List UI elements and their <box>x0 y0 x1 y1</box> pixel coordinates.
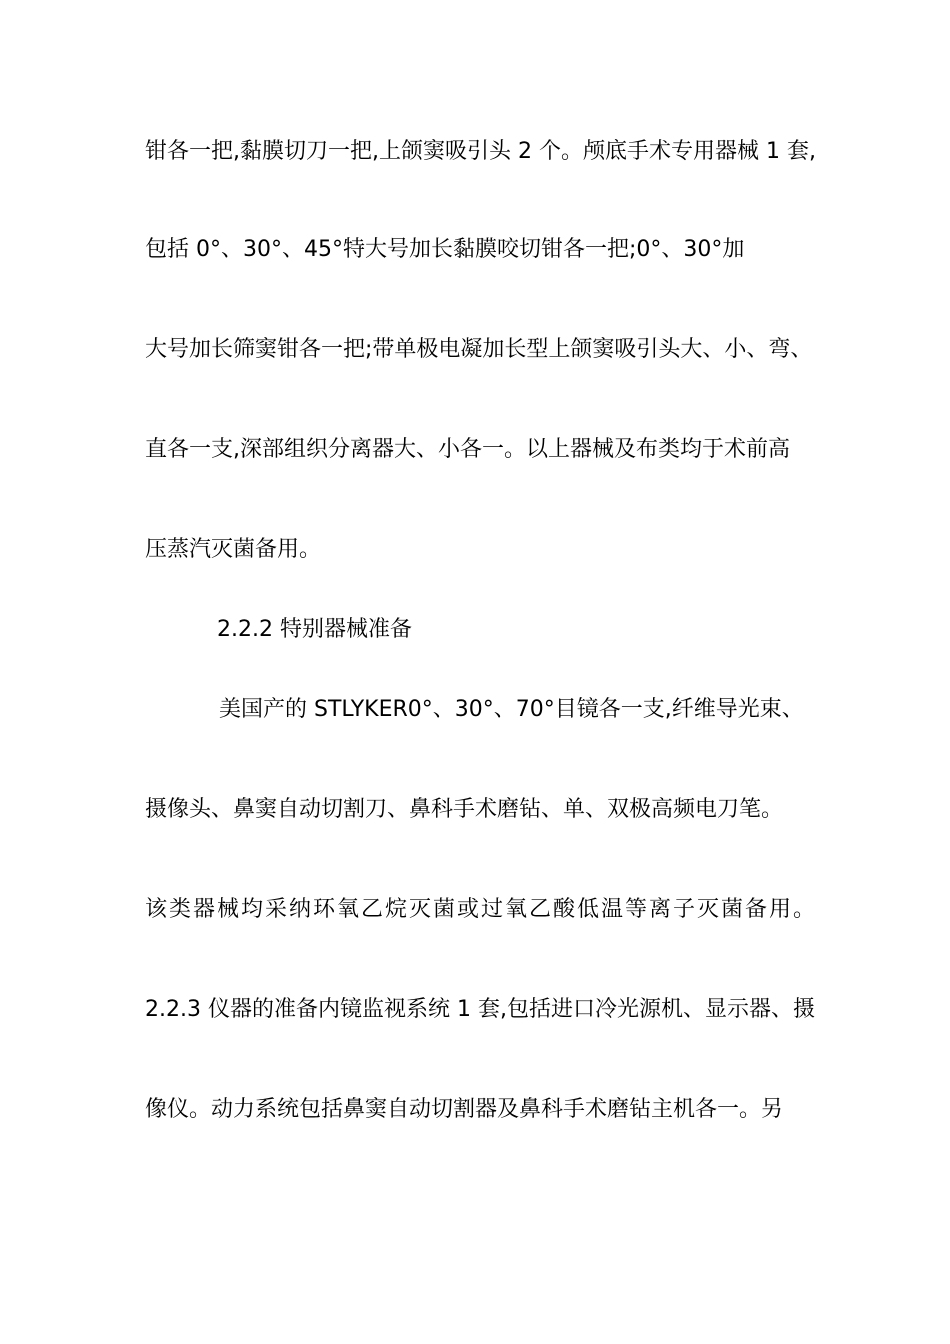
text-line: 压蒸汽灭菌备用。 <box>145 537 322 562</box>
text-line: 钳各一把,黏膜切刀一把,上颌窦吸引头 2 个。颅底手术专用器械 1 套, <box>145 139 816 164</box>
text-line: 大号加长筛窦钳各一把;带单极电凝加长型上颌窦吸引头大、小、弯、 <box>145 337 813 362</box>
section-heading: 2.2.2 特别器械准备 <box>217 617 412 642</box>
text-line: 美国产的 STLYKER0°、30°、70°目镜各一支,纤维导光束、 <box>219 697 804 722</box>
text-line: 像仪。动力系统包括鼻窦自动切割器及鼻科手术磨钻主机各一。另 <box>145 1097 784 1122</box>
text-line: 该类器械均采纳环氧乙烷灭菌或过氧乙酸低温等离子灭菌备用。 <box>145 897 818 922</box>
text-line: 直各一支,深部组织分离器大、小各一。以上器械及布类均于术前高 <box>145 437 790 462</box>
text-line: 包括 0°、30°、45°特大号加长黏膜咬切钳各一把;0°、30°加 <box>145 237 745 262</box>
text-line: 摄像头、鼻窦自动切割刀、鼻科手术磨钻、单、双极高频电刀笔。 <box>145 797 784 822</box>
text-line: 2.2.3 仪器的准备内镜监视系统 1 套,包括进口冷光源机、显示器、摄 <box>145 997 815 1022</box>
